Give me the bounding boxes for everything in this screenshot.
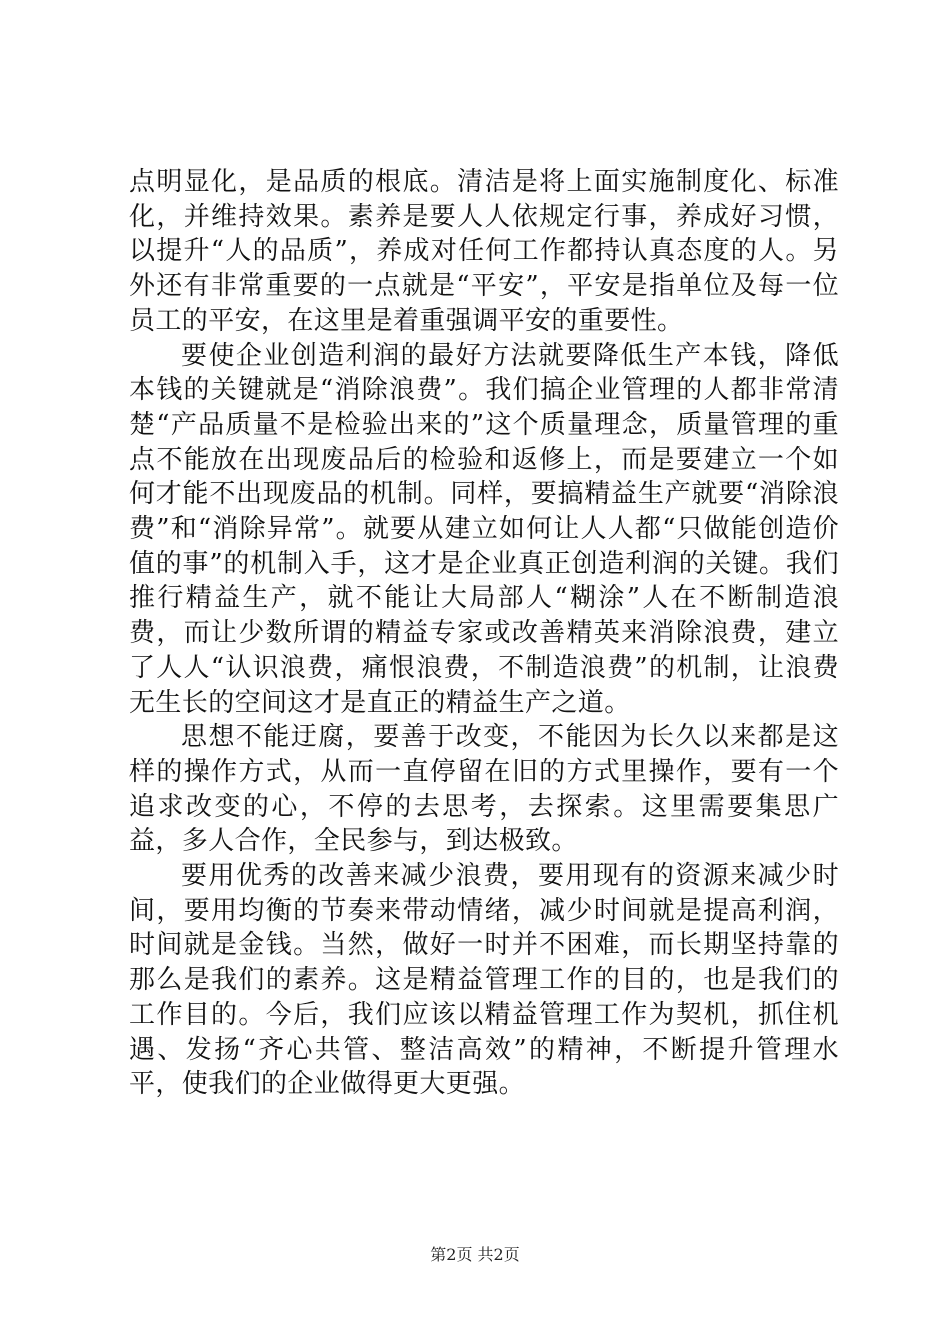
paragraph-change-mindset: 思想不能迂腐，要善于改变，不能因为长久以来都是这样的操作方式，从而一直停留在旧的方式里操作，要有一个追求改变的心，不停的去思考，去探索。这里需要集思广益，多人合作，全民参与，到达极致。 [129,722,839,857]
paragraph-cost-reduction: 要使企业创造利润的最好方法就要降低生产本钱，降低本钱的关键就是“消除浪费”。我们搞企业管理的人都非常清楚“产品质量不是检验出来的”这个质量理念，质量管理的重点不能放在出现废品后的检验和返修上，而是要建立一个如何才能不出现废品的机制。同样，要搞精益生产就要“消除浪费”和“消除异常”。就要从建立如何让人人都“只做能创造价值的事”的机制入手，这才是企业真正创造利润的关键。我们推行精益生产，就不能让大局部人“糊涂”人在不断制造浪费，而让少数所谓的精益专家或改善精英来消除浪费，建立了人人“认识浪费，痛恨浪费，不制造浪费”的机制，让浪费无生长的空间这才是直正的精益生产之道。 [129,340,839,718]
paragraph-conclusion: 要用优秀的改善来减少浪费，要用现有的资源来减少时间，要用均衡的节奏来带动情绪，减少时间就是提高利润，时间就是金钱。当然，做好一时并不困难，而长期坚持靠的那么是我们的素养。这是精益管理工作的目的，也是我们的工作目的。今后，我们应该以精益管理工作为契机，抓住机遇、发扬“齐心共管、整洁高效”的精神，不断提升管理水平，使我们的企业做得更大更强。 [129,861,839,1100]
paragraph-continuation: 点明显化，是品质的根底。清洁是将上面实施制度化、标准化，并维持效果。素养是要人人依规定行事，养成好习惯，以提升“人的品质”，养成对任何工作都持认真态度的人。另外还有非常重要的一点就是“平安”，平安是指单位及每一位员工的平安，在这里是着重强调平安的重要性。 [129,167,839,336]
document-body [129,165,839,1102]
page-footer: 第2页 共2页 [430,1245,520,1264]
